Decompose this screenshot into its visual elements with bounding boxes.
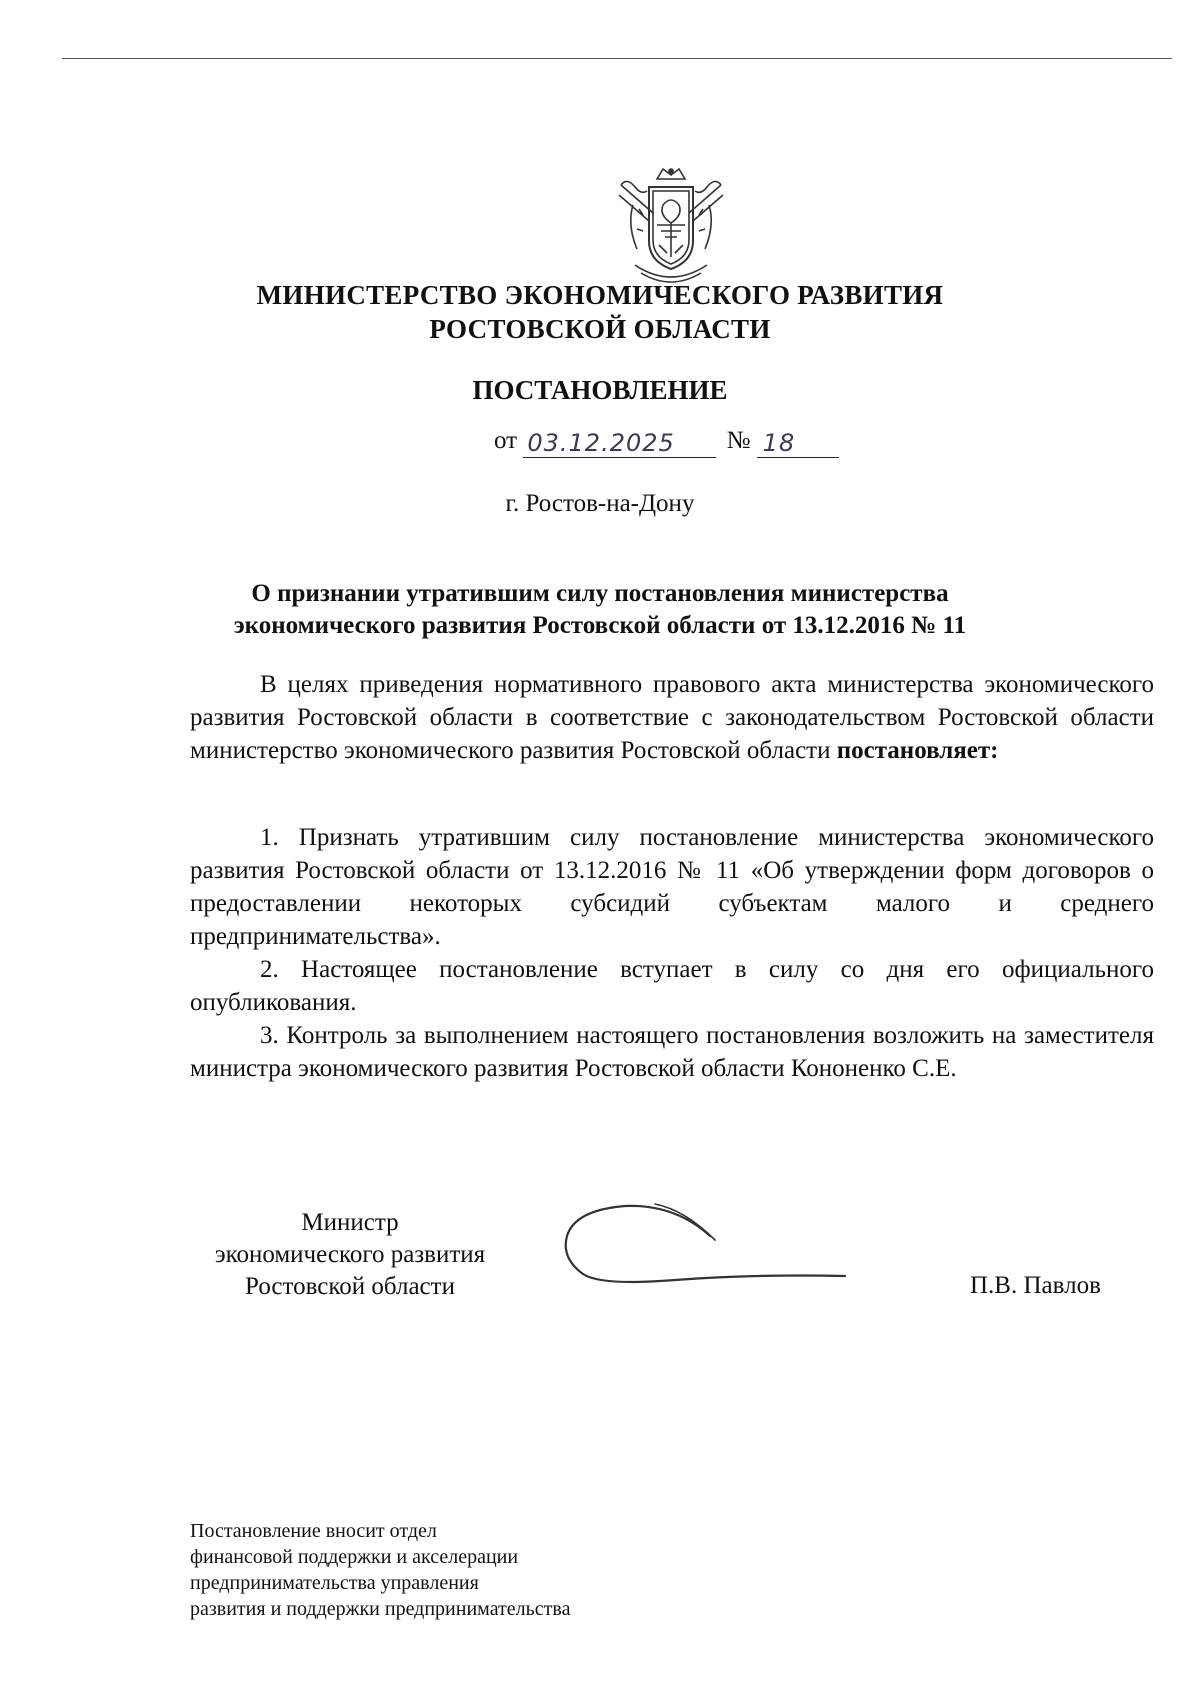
submitter-line-2: финансовой поддержки и акселерации: [190, 1546, 519, 1568]
subject-line1: О признании утратившим силу постановления министерства: [251, 580, 949, 607]
submitter-line-4: развития и поддержки предпринимательства: [190, 1598, 571, 1620]
intro-resolves: постановляет:: [836, 737, 999, 764]
ministry-title: [0, 278, 1200, 346]
subject-line2: экономического развития Ростовской области от 13.12.2016 № 11: [233, 612, 967, 639]
submitter-note: [190, 1518, 710, 1622]
handwritten-signature: [555, 1190, 885, 1300]
resolution-item-1: 1. Признать утратившим силу постановление министерства экономического развития Ростовской области от 13.12.2016 № 11 «Об утверждении форм договоров о предоставлении некоторых субсидий субъектам малого и среднего предпринимательства».: [190, 824, 1154, 950]
coat-of-arms-icon: [613, 165, 729, 285]
handwritten-number: 18: [757, 428, 839, 458]
document-subject: [0, 578, 1200, 642]
signatory-title-line2: экономического развития: [214, 1241, 486, 1268]
date-label: от: [494, 427, 518, 454]
intro-text: В целях приведения нормативного правового акта министерства экономического развития Ростовской области в соответствие с законодательством Ростовской области министерство экономического развития Ростовской области: [190, 671, 1154, 764]
date-number-line: [494, 424, 839, 458]
signatory-title-line3: Ростовской области: [245, 1273, 455, 1300]
signatory-title-line1: Министр: [301, 1209, 399, 1236]
submitter-line-1: Постановление вносит отдел: [190, 1520, 437, 1542]
resolution-item-2: 2. Настоящее постановление вступает в силу со дня его официального опубликования.: [190, 956, 1154, 1016]
top-rule: [62, 58, 1172, 59]
signatory-name: П.В. Павлов: [970, 1272, 1101, 1299]
handwritten-date: 03.12.2025: [523, 428, 716, 458]
submitter-line-3: предпринимательства управления: [190, 1572, 479, 1594]
intro-paragraph: [190, 668, 1154, 767]
number-label: №: [726, 427, 751, 454]
document-type: ПОСТАНОВЛЕНИЕ: [472, 375, 728, 405]
city-line: г. Ростов-на-Дону: [505, 490, 695, 517]
signatory-title: [190, 1207, 510, 1303]
resolution-item-3: 3. Контроль за выполнением настоящего постановления возложить на заместителя министра экономического развития Ростовской области Кононенко С.Е.: [190, 1022, 1154, 1082]
resolution-items: [190, 821, 1154, 1085]
ministry-title-line2: РОСТОВСКОЙ ОБЛАСТИ: [429, 314, 771, 344]
ministry-title-line1: МИНИСТЕРСТВО ЭКОНОМИЧЕСКОГО РАЗВИТИЯ: [256, 280, 944, 310]
